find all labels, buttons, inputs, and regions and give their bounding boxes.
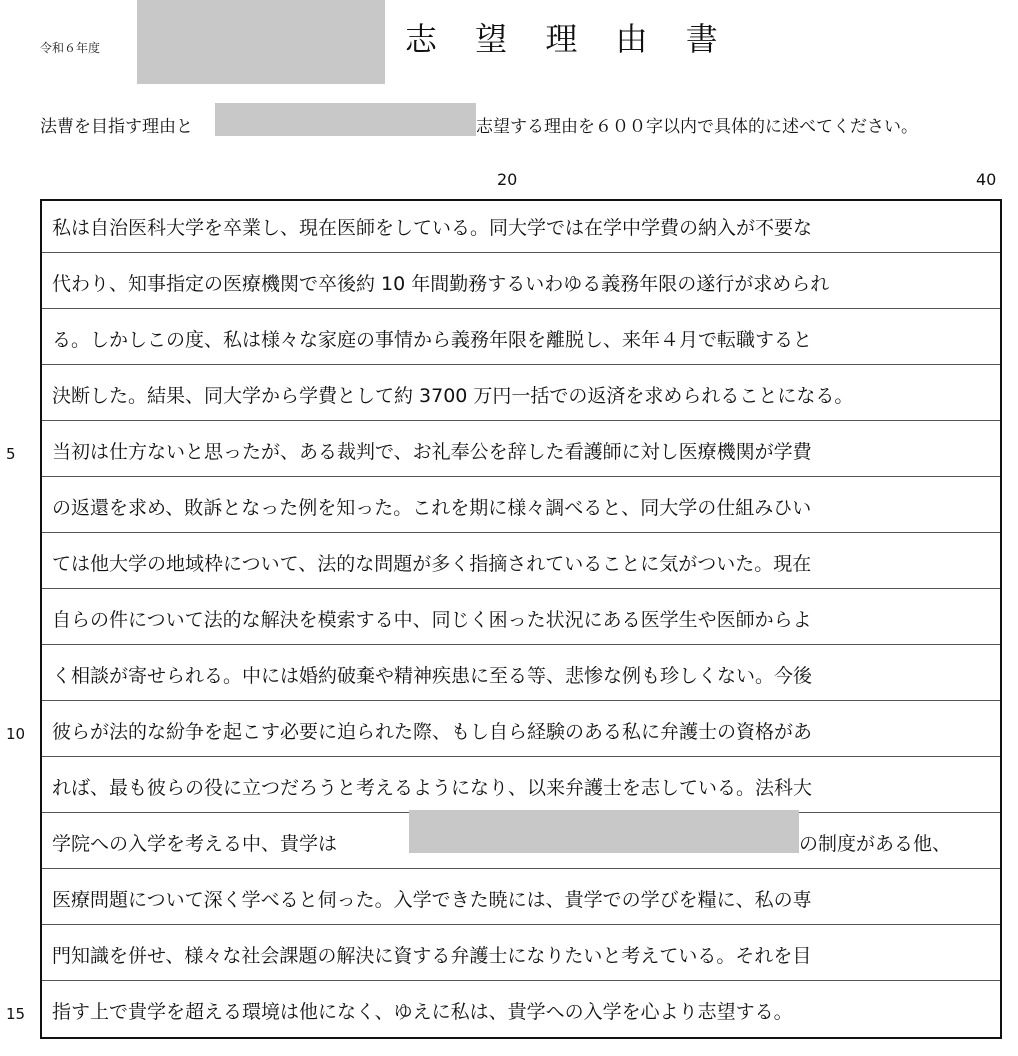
essay-row-text: 医療問題について深く学べると伺った。入学できた暁には、貴学での学びを糧に、私の専 — [52, 889, 812, 911]
column-number-40: 40 — [976, 170, 997, 189]
essay-row — [42, 313, 1000, 365]
essay-row-text: 代わり、知事指定の医療機関で卒後約 10 年間勤務するいわゆる義務年限の遂行が求められ — [52, 273, 830, 295]
essay-row — [42, 705, 1000, 757]
essay-row-text: の返還を求め、敗訴となった例を知った。これを期に様々調べると、同大学の仕組みひい — [52, 497, 812, 519]
essay-row-text: 自らの件について法的な解決を模索する中、同じく困った状況にある医学生や医師からよ — [52, 609, 812, 631]
essay-row — [42, 537, 1000, 589]
essay-row-text: く相談が寄せられる。中には婚約破棄や精神疾患に至る等、悲惨な例も珍しくない。今後 — [52, 665, 813, 687]
essay-row — [42, 257, 1000, 309]
redaction-block-essay — [409, 810, 799, 853]
essay-row-text: 学院への入学を考える中、貴学は — [52, 833, 338, 855]
essay-row-text: る。しかしこの度、私は様々な家庭の事情から義務年限を離脱し、来年４月で転職すると — [52, 329, 813, 351]
essay-row-text: 決断した。結果、同大学から学費として約 3700 万円一括での返済を求められることになる。 — [52, 385, 854, 407]
essay-row — [42, 369, 1000, 421]
page-title: 志 望 理 由 書 — [405, 20, 732, 58]
essay-row — [42, 481, 1000, 533]
essay-row-text: 指す上で貴学を超える環境は他になく、ゆえに私は、貴学への入学を心より志望する。 — [52, 1001, 793, 1023]
essay-answer-box — [40, 199, 1002, 1039]
essay-row — [42, 593, 1000, 645]
redaction-block-instruction — [215, 103, 476, 136]
row-number-15: 15 — [6, 1005, 26, 1023]
instruction-text-end: 志望する理由を６００字以内で具体的に述べてください。 — [476, 117, 918, 137]
essay-row-text: ては他大学の地域枠について、法的な問題が多く指摘されていることに気がついた。現在 — [52, 553, 812, 575]
essay-row — [42, 761, 1000, 813]
essay-row-text: 私は自治医科大学を卒業し、現在医師をしている。同大学では在学中学費の納入が不要な — [52, 217, 813, 239]
essay-row — [42, 201, 1000, 253]
essay-row-text: れば、最も彼らの役に立つだろうと考えるようになり、以来弁護士を志している。法科大 — [52, 777, 813, 799]
redaction-block-header — [137, 0, 385, 84]
essay-row-text: 彼らが法的な紛争を起こす必要に迫られた際、もし自ら経験のある私に弁護士の資格があ — [52, 721, 813, 743]
essay-row — [42, 649, 1000, 701]
essay-row — [42, 425, 1000, 477]
essay-row — [42, 873, 1000, 925]
column-number-20: 20 — [497, 170, 518, 189]
instruction-text-start: 法曹を目指す理由と — [40, 117, 193, 137]
row-number-5: 5 — [6, 445, 16, 463]
essay-row-text: 門知識を併せ、様々な社会課題の解決に資する弁護士になりたいと考えている。それを目 — [52, 945, 812, 967]
essay-row-text: 当初は仕方ないと思ったが、ある裁判で、お礼奉公を辞した看護師に対し医療機関が学費 — [52, 441, 812, 463]
row-number-10: 10 — [6, 725, 26, 743]
year-label: 令和６年度 — [40, 41, 101, 55]
essay-row — [42, 985, 1000, 1037]
essay-row — [42, 929, 1000, 981]
essay-row-text-tail: の制度がある他、 — [799, 833, 952, 855]
essay-row — [42, 817, 1000, 869]
